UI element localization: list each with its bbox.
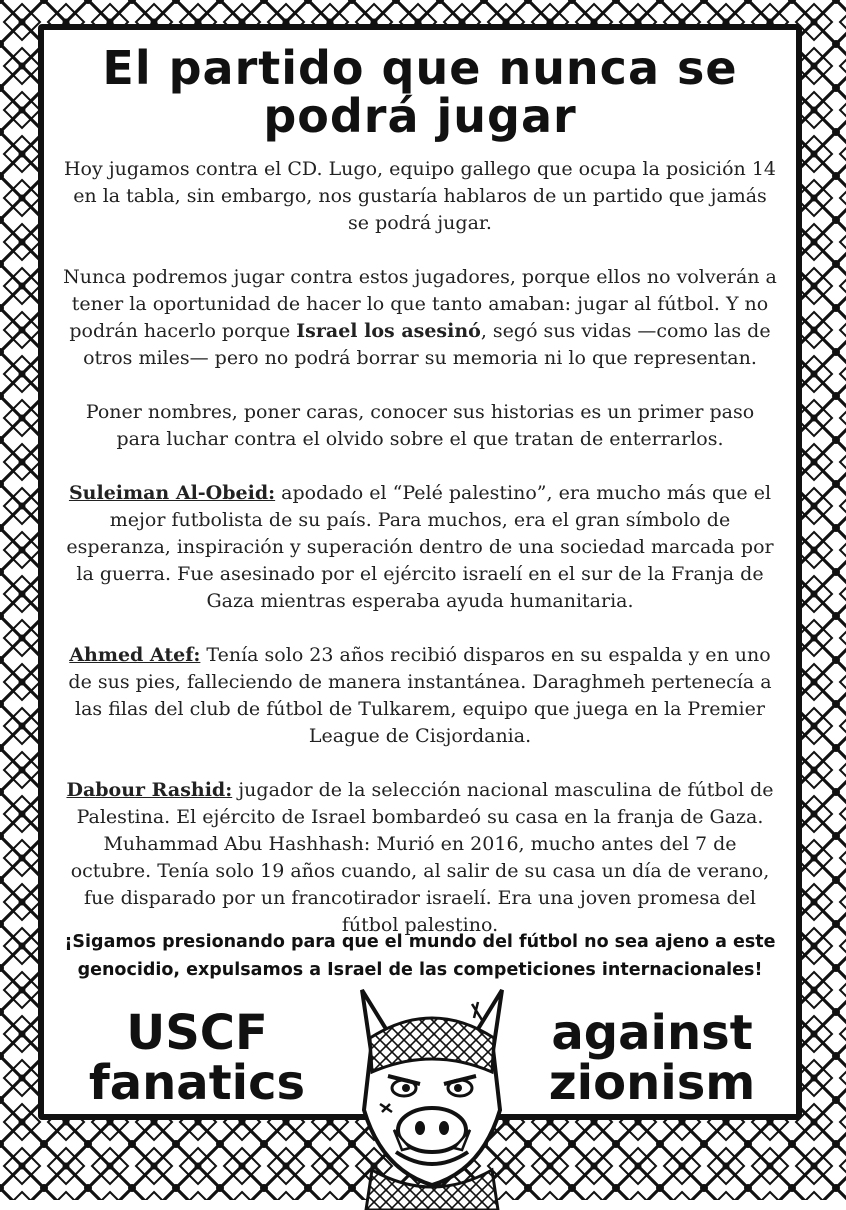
names-paragraph: Poner nombres, poner caras, conocer sus historias es un primer paso para luchar contra el olvido sobre el que tratan de enterrarlos. (85, 401, 755, 450)
player-paragraph-2 (62, 642, 778, 750)
logo-line-zionism: zionism (548, 1055, 756, 1111)
player-bio: Tenía solo 23 años recibió disparos en su espalda y en uno de sus pies, falleciendo de manera instantánea. Daraghmeh pertenecía a las filas del club de fútbol de Tulkarem, equipo que juega en la Premier League de Cisjordania. (68, 644, 772, 747)
title-line-2: podrá jugar (263, 89, 577, 143)
content-panel (38, 24, 802, 1120)
player-paragraph-1 (62, 480, 778, 615)
logo-left-text (72, 1005, 322, 1111)
player-name: Suleiman Al-Obeid: (68, 482, 276, 504)
closing-call-to-action: ¡Sigamos presionando para que el mundo del fútbol no sea ajeno a este genocidio, expulsamos a Israel de las competiciones internacionales! (64, 932, 776, 980)
article-body (62, 156, 778, 966)
memory-text-after: , segó sus vidas —como las de otros miles— pero no podrá borrar su memoria ni lo que representan. (83, 320, 771, 369)
logo-line-fanatics: fanatics (88, 1055, 306, 1111)
player-paragraph-3 (62, 777, 778, 939)
page-title (44, 41, 796, 143)
logo-right-text (522, 1005, 782, 1111)
memory-paragraph (62, 264, 778, 372)
player-name: Ahmed Atef: (69, 644, 201, 666)
memory-text-before: Nunca podremos jugar contra estos jugadores, porque ellos no volverán a tener la oportunidad de hacer lo que tanto amaban: jugar al fútbol. Y no podrán hacerlo porque (63, 266, 777, 342)
player-bio: apodado el “Pelé palestino”, era mucho más que el mejor futbolista de su país. Para muchos, era el gran símbolo de esperanza, inspiración y superación dentro de una sociedad marcada por la guerra. Fue asesinado por el ejército israelí en el sur de la Franja de Gaza mientras esperaba ayuda humanitaria. (66, 482, 774, 612)
memory-text-bold: Israel los asesinó (296, 320, 481, 342)
intro-paragraph: Hoy jugamos contra el CD. Lugo, equipo gallego que ocupa la posición 14 en la tabla, sin embargo, nos gustaría hablaros de un partido que jamás se podrá jugar. (63, 158, 777, 234)
boar-keffiyeh-icon (332, 980, 532, 1210)
player-bio: jugador de la selección nacional masculina de fútbol de Palestina. El ejército de Israel bombardeó su casa en la franja de Gaza. Muhammad Abu Hashhash: Murió en 2016, mucho antes del 7 de octubre. Tenía solo 19 años cuando, al salir de su casa un día de verano, fue disparado por un francotirador israelí. Era una joven promesa del fútbol palestino. (70, 779, 774, 936)
logo-line-against: against (551, 1005, 753, 1061)
logo-line-uscf: USCF (126, 1005, 268, 1061)
player-name: Dabour Rashid: (66, 779, 233, 801)
title-line-1: El partido que nunca se (102, 41, 738, 95)
